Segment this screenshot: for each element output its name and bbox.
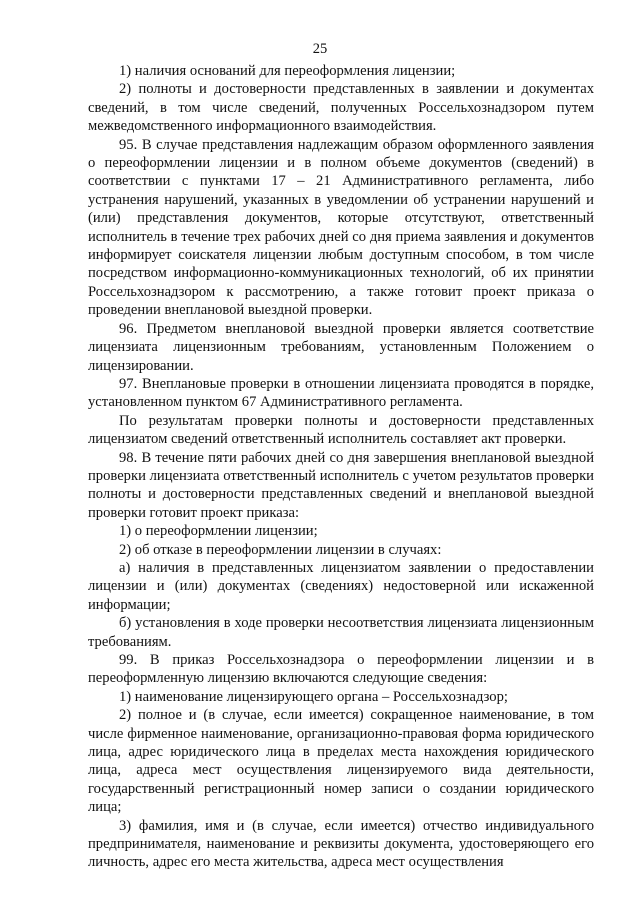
paragraph-99: 99. В приказ Россельхознадзора о переоформлении лицензии и в переоформленную лицензию включаются следующие сведения: (88, 652, 594, 687)
paragraph-99-item-1: 1) наименование лицензирующего органа – Россельхознадзор; (119, 688, 508, 705)
paragraph-99-item-3: 3) фамилия, имя и (в случае, если имеется) отчество индивидуального предпринимателя, наименование и реквизиты документа, удостоверяющего его личность, адрес его места жительства, адреса мест осуществления (88, 817, 594, 871)
paragraph-item-2-completeness: 2) полноты и достоверности представленных в заявлении и документах сведений, в том числе сведений, полученных Россельхознадзором путем межведомственного информационного взаимодействия. (88, 81, 594, 135)
paragraph-95: 95. В случае представления надлежащим образом оформленного заявления о переоформлении лицензии и в полном объеме документов (сведений) в соответствии с пунктами 17 – 21 Административного регламента, либо устранения нарушений, указанных в уведомлении об устранении нарушений и (или) представления документов, которые отсутствуют, ответственный исполнитель в течение трех рабочих дней со дня приема заявления и документов информирует соискателя лицензии любым доступным способом, в том числе посредством информационно-коммуникационных технологий, об их принятии Россельхознадзором к рассмотрению, а также готовит проект приказа о проведении внеплановой выездной проверки. (88, 136, 594, 319)
paragraph-item-1-grounds: 1) наличия оснований для переоформления лицензии; (119, 63, 456, 79)
paragraph-97: 97. Внеплановые проверки в отношении лицензиата проводятся в порядке, установленном пунктом 67 Административного регламента. (88, 375, 594, 411)
paragraph-99-item-2: 2) полное и (в случае, если имеется) сокращенное наименование, в том числе фирменное наименование, организационно-правовая форма юридического лица, адрес юридического лица в пределах места нахождения юридического лица, адреса мест осуществления лицензируемого вида деятельности, государственный регистрационный номер записи о создании юридического лица; (88, 707, 594, 816)
paragraph-96: 96. Предметом внеплановой выездной проверки является соответствие лицензиата лицензионным требованиям, установленным Положением о лицензировании. (88, 320, 594, 374)
paragraph-98-item-1: 1) о переоформлении лицензии; (119, 523, 318, 540)
paragraph-98-item-a: а) наличия в представленных лицензиатом заявлении о предоставлении лицензии и (или) документах (сведениях) недостоверной или искаженной информации; (88, 559, 594, 613)
paragraph-98-item-b: б) установления в ходе проверки несоответствия лицензиата лицензионным требованиям. (88, 615, 594, 650)
body-text (88, 62, 594, 872)
page-number: 25 (312, 41, 328, 57)
paragraph-inspection-act: По результатам проверки полноты и достоверности представленных лицензиатом сведений ответственный исполнитель составляет акт проверки. (88, 412, 594, 448)
paragraph-98-item-2: 2) об отказе в переоформлении лицензии в случаях: (119, 541, 442, 558)
paragraph-98: 98. В течение пяти рабочих дней со дня завершения внеплановой выездной проверки лицензиата ответственный исполнитель с учетом результатов проверки полноты и достоверности представленных сведений и внеплановой выездной проверки готовит проект приказа: (88, 449, 594, 521)
